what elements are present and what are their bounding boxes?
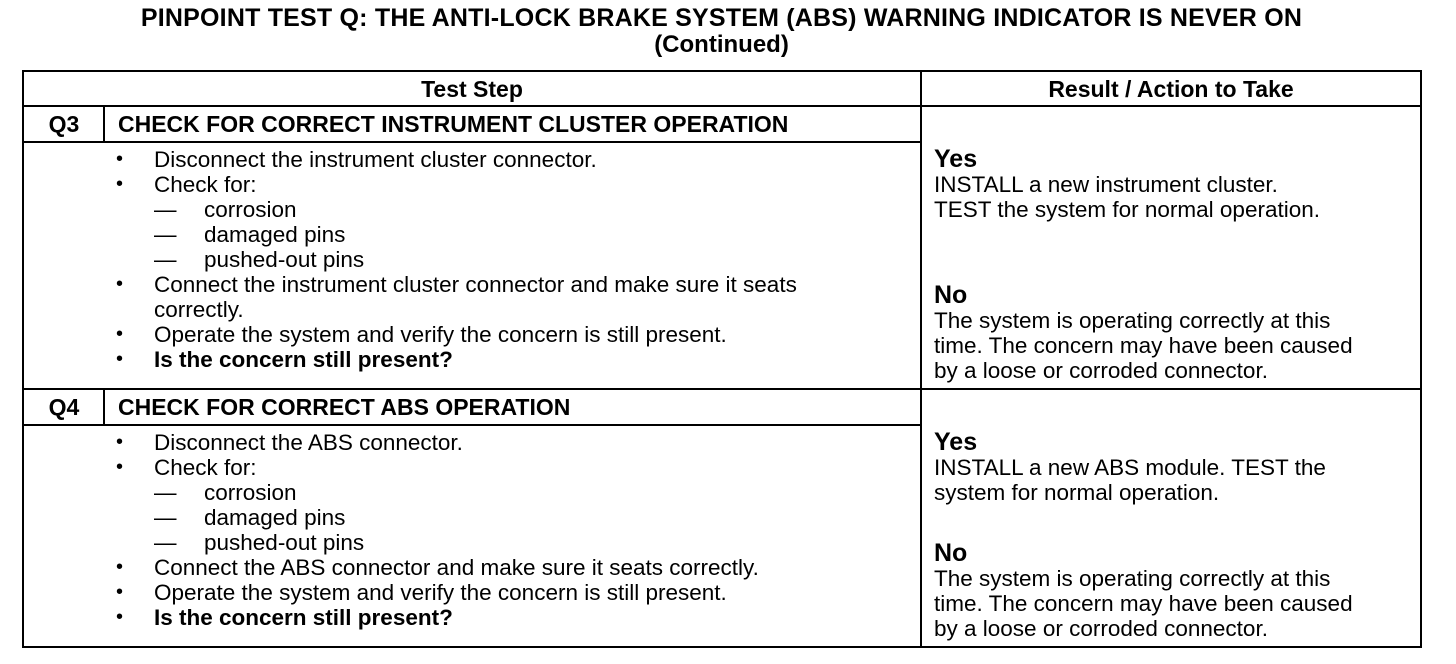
step-item xyxy=(110,197,910,222)
step-item-text: Operate the system and verify the concern is still present. xyxy=(154,322,727,347)
bullet-icon: • xyxy=(116,556,124,578)
page-subtitle: (Continued) xyxy=(654,31,789,58)
bullet-icon: • xyxy=(116,273,124,295)
result-line: The system is operating correctly at this xyxy=(934,566,1331,591)
step-item xyxy=(110,480,910,505)
bullet-icon: • xyxy=(116,431,124,453)
step-item-text: Disconnect the instrument cluster connector. xyxy=(154,147,597,172)
step-item-text: Operate the system and verify the concern is still present. xyxy=(154,580,727,605)
result-q4-yes xyxy=(934,429,1424,505)
step-item xyxy=(110,222,910,247)
column-divider xyxy=(920,70,922,648)
step-item-text: correctly. xyxy=(154,297,244,322)
result-line: system for normal operation. xyxy=(934,480,1220,505)
step-item-text: Is the concern still present? xyxy=(154,347,453,372)
step-item xyxy=(110,147,910,172)
step-item xyxy=(110,322,910,347)
step-item-text: damaged pins xyxy=(204,505,346,530)
q4-title-divider xyxy=(22,424,922,426)
bullet-icon: • xyxy=(116,173,124,195)
no-label: No xyxy=(934,281,968,309)
bullet-icon: • xyxy=(116,456,124,478)
step-item xyxy=(110,247,910,272)
step-item-text: corrosion xyxy=(204,197,297,222)
step-item xyxy=(110,297,910,322)
step-item-text: Connect the instrument cluster connector and make sure it seats xyxy=(154,272,797,297)
step-item-text: Disconnect the ABS connector. xyxy=(154,430,463,455)
result-line: The system is operating correctly at this xyxy=(934,308,1331,333)
yes-label: Yes xyxy=(934,145,978,173)
yes-label: Yes xyxy=(934,428,978,456)
no-label: No xyxy=(934,539,968,567)
step-item-text: Check for: xyxy=(154,455,257,480)
step-item-text: Is the concern still present? xyxy=(154,605,453,630)
step-item-text: pushed-out pins xyxy=(204,247,365,272)
step-title-q3: CHECK FOR CORRECT INSTRUMENT CLUSTER OPERATION xyxy=(118,111,789,137)
page-title: PINPOINT TEST Q: THE ANTI-LOCK BRAKE SYSTEM (ABS) WARNING INDICATOR IS NEVER ON xyxy=(140,4,1303,32)
bullet-icon: • xyxy=(116,148,124,170)
result-q3-no xyxy=(934,282,1424,383)
result-line: INSTALL a new ABS module. TEST the xyxy=(934,455,1326,480)
step-item xyxy=(110,455,910,480)
step-item xyxy=(110,530,910,555)
step-item xyxy=(110,555,910,580)
step-item xyxy=(110,172,910,197)
bullet-icon: • xyxy=(116,348,124,370)
header-test-step: Test Step xyxy=(421,76,523,102)
step-item xyxy=(110,505,910,530)
dash-icon: — xyxy=(154,505,177,530)
result-line: time. The concern may have been caused xyxy=(934,591,1353,616)
step-id-q3: Q3 xyxy=(48,111,80,137)
step-id-q4: Q4 xyxy=(48,394,80,420)
step-items-q3 xyxy=(110,147,910,372)
dash-icon: — xyxy=(154,247,177,272)
result-line: TEST the system for normal operation. xyxy=(934,197,1320,222)
header-result: Result / Action to Take xyxy=(1048,76,1294,102)
q3-title-divider xyxy=(22,141,922,143)
step-item-text: corrosion xyxy=(204,480,297,505)
step-item xyxy=(110,272,910,297)
step-item xyxy=(110,580,910,605)
result-line: by a loose or corroded connector. xyxy=(934,358,1268,383)
step-item-text: damaged pins xyxy=(204,222,346,247)
dash-icon: — xyxy=(154,197,177,222)
bullet-icon: • xyxy=(116,606,124,628)
step-item-text: Check for: xyxy=(154,172,257,197)
step-item xyxy=(110,605,910,630)
step-item-text: Connect the ABS connector and make sure it seats correctly. xyxy=(154,555,759,580)
step-item-text: pushed-out pins xyxy=(204,530,365,555)
table-border-bottom xyxy=(22,646,1422,648)
result-q4-no xyxy=(934,540,1424,641)
step-item xyxy=(110,430,910,455)
step-items-q4 xyxy=(110,430,910,630)
dash-icon: — xyxy=(154,480,177,505)
result-line: INSTALL a new instrument cluster. xyxy=(934,172,1278,197)
result-line: by a loose or corroded connector. xyxy=(934,616,1268,641)
dash-icon: — xyxy=(154,530,177,555)
bullet-icon: • xyxy=(116,323,124,345)
result-q3-yes xyxy=(934,146,1424,222)
step-item xyxy=(110,347,910,372)
dash-icon: — xyxy=(154,222,177,247)
table-border-left xyxy=(22,70,24,648)
result-line: time. The concern may have been caused xyxy=(934,333,1353,358)
step-title-q4: CHECK FOR CORRECT ABS OPERATION xyxy=(118,394,571,420)
bullet-icon: • xyxy=(116,581,124,603)
